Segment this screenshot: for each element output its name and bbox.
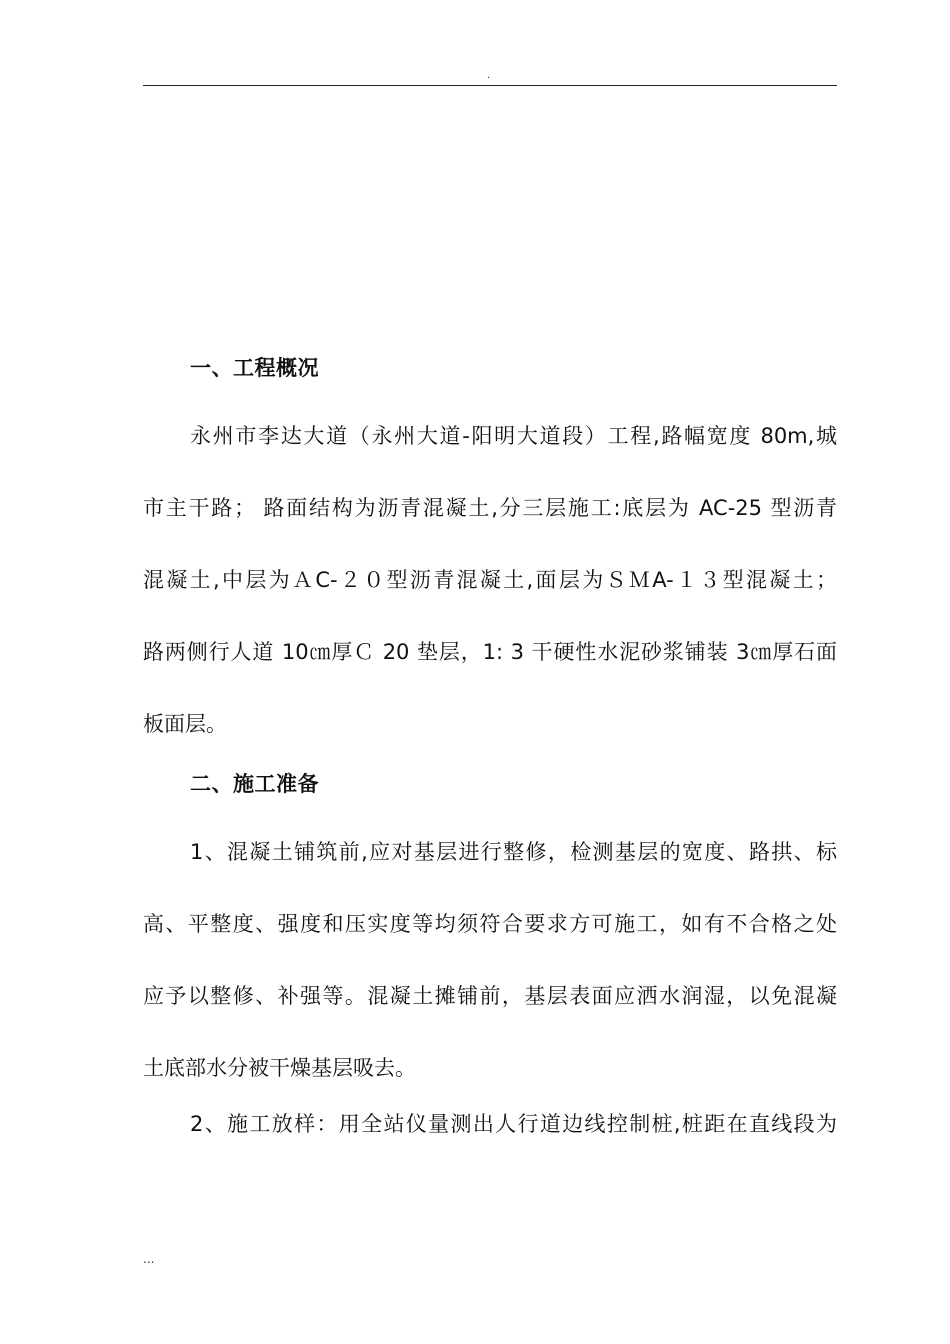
- paragraph-line: 2、施工放样：用全站仪量测出人行道边线控制桩,桩距在直线段为: [190, 1112, 837, 1136]
- paragraph-line: 混凝土,中层为ＡC-２０型沥青混凝土,面层为ＳＭA-１３型混凝土；: [143, 568, 837, 592]
- paragraph-line: 土底部水分被干燥基层吸去。: [143, 1056, 416, 1080]
- document-body: [143, 344, 837, 1176]
- paragraph-line: 永州市李达大道（永州大道-阳明大道段）工程,路幅宽度 80m,城: [190, 424, 837, 448]
- paragraph-line: 市主干路； 路面结构为沥青混凝土,分三层施工:底层为 AC-25 型沥青: [143, 496, 837, 520]
- paragraph-line: 1、混凝土铺筑前,应对基层进行整修，检测基层的宽度、路拱、标: [190, 840, 837, 864]
- paragraph-line: 高、平整度、强度和压实度等均须符合要求方可施工，如有不合格之处: [143, 912, 837, 936]
- section-heading-overview: 一、工程概况: [190, 356, 319, 380]
- header-rule: [143, 85, 837, 86]
- paragraph-line: 路两侧行人道 10㎝厚Ｃ 20 垫层，1: 3 干硬性水泥砂浆铺装 3㎝厚石面: [143, 640, 837, 664]
- section-heading-preparation: 二、施工准备: [190, 772, 319, 796]
- footer-mark: ...: [143, 1252, 155, 1266]
- paragraph-line: 应予以整修、补强等。混凝土摊铺前，基层表面应洒水润湿，以免混凝: [143, 984, 837, 1008]
- header-mark: .: [487, 70, 491, 81]
- paragraph-line: 板面层。: [143, 712, 227, 736]
